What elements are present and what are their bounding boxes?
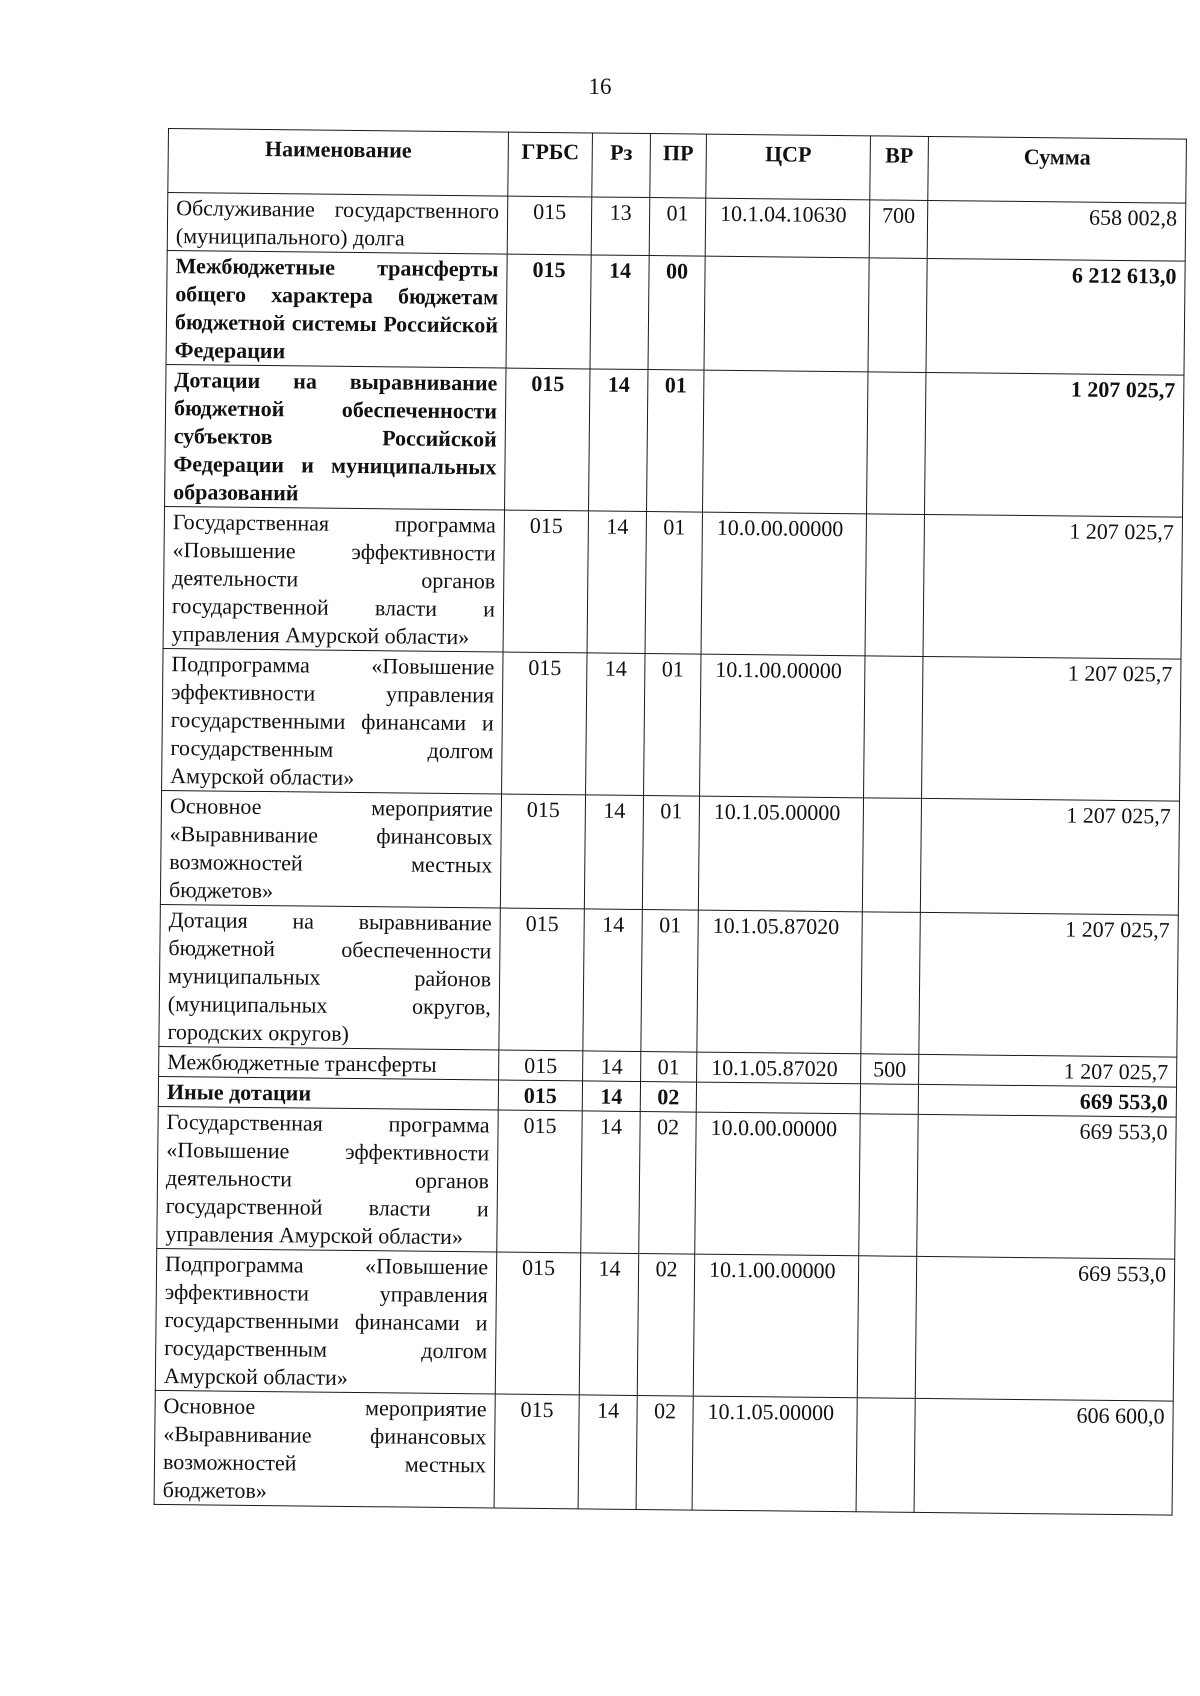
cell-name: Обслуживание государственного (муниципального) долга — [167, 193, 508, 255]
cell-grbs: 015 — [494, 1394, 579, 1509]
cell-pr: 02 — [637, 1253, 694, 1396]
cell-pr: 01 — [644, 654, 701, 797]
cell-csr — [704, 256, 869, 372]
cell-csr: 10.0.00.00000 — [695, 1112, 860, 1256]
cell-csr: 10.1.05.87020 — [697, 910, 862, 1054]
cell-name: Иные дотации — [158, 1076, 498, 1110]
header-rz: Рз — [592, 133, 651, 198]
cell-vr — [862, 798, 921, 913]
cell-sum: 1 207 025,7 — [923, 514, 1182, 659]
cell-sum: 6 212 613,0 — [926, 258, 1185, 375]
table-header-row — [168, 129, 1187, 204]
cell-csr: 10.1.00.00000 — [700, 654, 865, 798]
table-row — [157, 1106, 1176, 1259]
cell-rz: 14 — [590, 255, 649, 370]
cell-rz: 14 — [578, 1395, 637, 1510]
page-number: 16 — [588, 74, 612, 99]
header-pr: ПР — [650, 134, 707, 199]
header-name: Наименование — [168, 129, 509, 197]
cell-name: Подпрограмма «Повышение эффективности управления государственными финансами и государственным долгом Амурской области» — [162, 648, 503, 794]
cell-sum: 669 553,0 — [915, 1256, 1174, 1401]
cell-grbs: 015 — [507, 196, 592, 255]
cell-grbs: 015 — [499, 908, 584, 1051]
cell-rz: 14 — [579, 1253, 638, 1396]
cell-csr: 10.1.04.10630 — [705, 198, 870, 258]
cell-pr: 02 — [636, 1395, 693, 1510]
cell-sum: 669 553,0 — [918, 1084, 1176, 1117]
cell-grbs: 015 — [499, 1050, 583, 1081]
cell-vr — [866, 372, 925, 515]
header-csr: ЦСР — [706, 134, 871, 200]
cell-pr: 01 — [641, 910, 698, 1053]
table-row — [160, 790, 1179, 915]
cell-rz: 14 — [584, 795, 643, 910]
cell-pr: 01 — [647, 370, 704, 513]
table-row — [167, 193, 1186, 262]
budget-table — [154, 128, 1187, 1516]
cell-vr — [860, 1084, 918, 1115]
cell-name: Дотации на выравнивание бюджетной обеспеченности субъектов Российской Федерации и муниципальных образований — [165, 364, 506, 510]
cell-csr — [696, 1082, 860, 1114]
cell-grbs: 015 — [505, 368, 590, 511]
cell-csr — [703, 370, 868, 514]
cell-rz: 14 — [582, 1081, 640, 1112]
cell-vr — [856, 1398, 915, 1513]
cell-grbs: 015 — [503, 510, 588, 653]
cell-name: Основное мероприятие «Выравнивание финансовых возможностей местных бюджетов» — [154, 1390, 495, 1508]
table-row — [166, 250, 1185, 375]
cell-sum: 1 207 025,7 — [919, 912, 1178, 1057]
cell-name: Основное мероприятие «Выравнивание финансовых возможностей местных бюджетов» — [160, 790, 501, 908]
cell-csr: 10.1.00.00000 — [693, 1254, 858, 1398]
cell-name: Межбюджетные трансферты — [159, 1046, 499, 1080]
cell-rz: 14 — [583, 909, 642, 1052]
cell-name: Государственная программа «Повышение эффективности деятельности органов государственной власти и управления Амурской области» — [157, 1106, 498, 1252]
table-row — [165, 364, 1184, 517]
table-row — [154, 1390, 1173, 1515]
cell-rz: 13 — [591, 197, 650, 256]
table-row — [155, 1248, 1174, 1401]
cell-csr: 10.0.00.00000 — [701, 512, 866, 656]
cell-grbs: 015 — [506, 254, 591, 369]
cell-vr: 700 — [869, 200, 928, 259]
header-vr: ВР — [870, 136, 929, 201]
cell-name: Государственная программа «Повышение эффективности деятельности органов государственной власти и управления Амурской области» — [163, 506, 504, 652]
cell-sum: 606 600,0 — [914, 1398, 1173, 1515]
cell-vr: 500 — [861, 1054, 919, 1085]
cell-name: Межбюджетные трансферты общего характера бюджетам бюджетной системы Российской Федерации — [166, 250, 507, 368]
cell-csr: 10.1.05.87020 — [697, 1052, 861, 1084]
cell-grbs: 015 — [500, 794, 585, 909]
header-sum: Сумма — [928, 136, 1187, 203]
cell-vr — [864, 656, 923, 799]
cell-vr — [861, 912, 920, 1055]
cell-rz: 14 — [587, 511, 646, 654]
cell-sum: 1 207 025,7 — [919, 1054, 1177, 1087]
cell-pr: 01 — [641, 1052, 697, 1083]
cell-sum: 1 207 025,7 — [924, 372, 1183, 517]
cell-sum: 669 553,0 — [917, 1114, 1176, 1259]
table-row — [162, 648, 1181, 801]
cell-pr: 02 — [639, 1111, 696, 1254]
cell-pr: 02 — [640, 1082, 696, 1113]
cell-grbs: 015 — [502, 652, 587, 795]
cell-pr: 01 — [649, 198, 706, 257]
cell-vr — [857, 1256, 916, 1399]
cell-vr — [859, 1114, 918, 1257]
cell-rz: 14 — [589, 369, 648, 512]
table-row — [163, 506, 1182, 659]
cell-csr: 10.1.05.00000 — [692, 1396, 857, 1512]
header-grbs: ГРБС — [508, 132, 593, 197]
cell-csr: 10.1.05.00000 — [698, 796, 863, 912]
cell-pr: 00 — [648, 256, 705, 371]
cell-pr: 01 — [642, 796, 699, 911]
cell-vr — [865, 514, 924, 657]
cell-grbs: 015 — [497, 1110, 582, 1253]
cell-name: Дотация на выравнивание бюджетной обеспеченности муниципальных районов (муниципальных округов, городских округов) — [159, 904, 500, 1050]
table-row — [159, 904, 1178, 1057]
cell-rz: 14 — [581, 1111, 640, 1254]
cell-rz: 14 — [583, 1051, 641, 1082]
cell-pr: 01 — [645, 512, 702, 655]
cell-rz: 14 — [586, 653, 645, 796]
cell-grbs: 015 — [495, 1252, 580, 1395]
cell-grbs: 015 — [498, 1080, 582, 1111]
cell-vr — [868, 258, 927, 373]
cell-sum: 1 207 025,7 — [922, 656, 1181, 801]
cell-sum: 1 207 025,7 — [920, 798, 1179, 915]
cell-sum: 658 002,8 — [927, 200, 1186, 261]
cell-name: Подпрограмма «Повышение эффективности управления государственными финансами и государственным долгом Амурской области» — [155, 1248, 496, 1394]
